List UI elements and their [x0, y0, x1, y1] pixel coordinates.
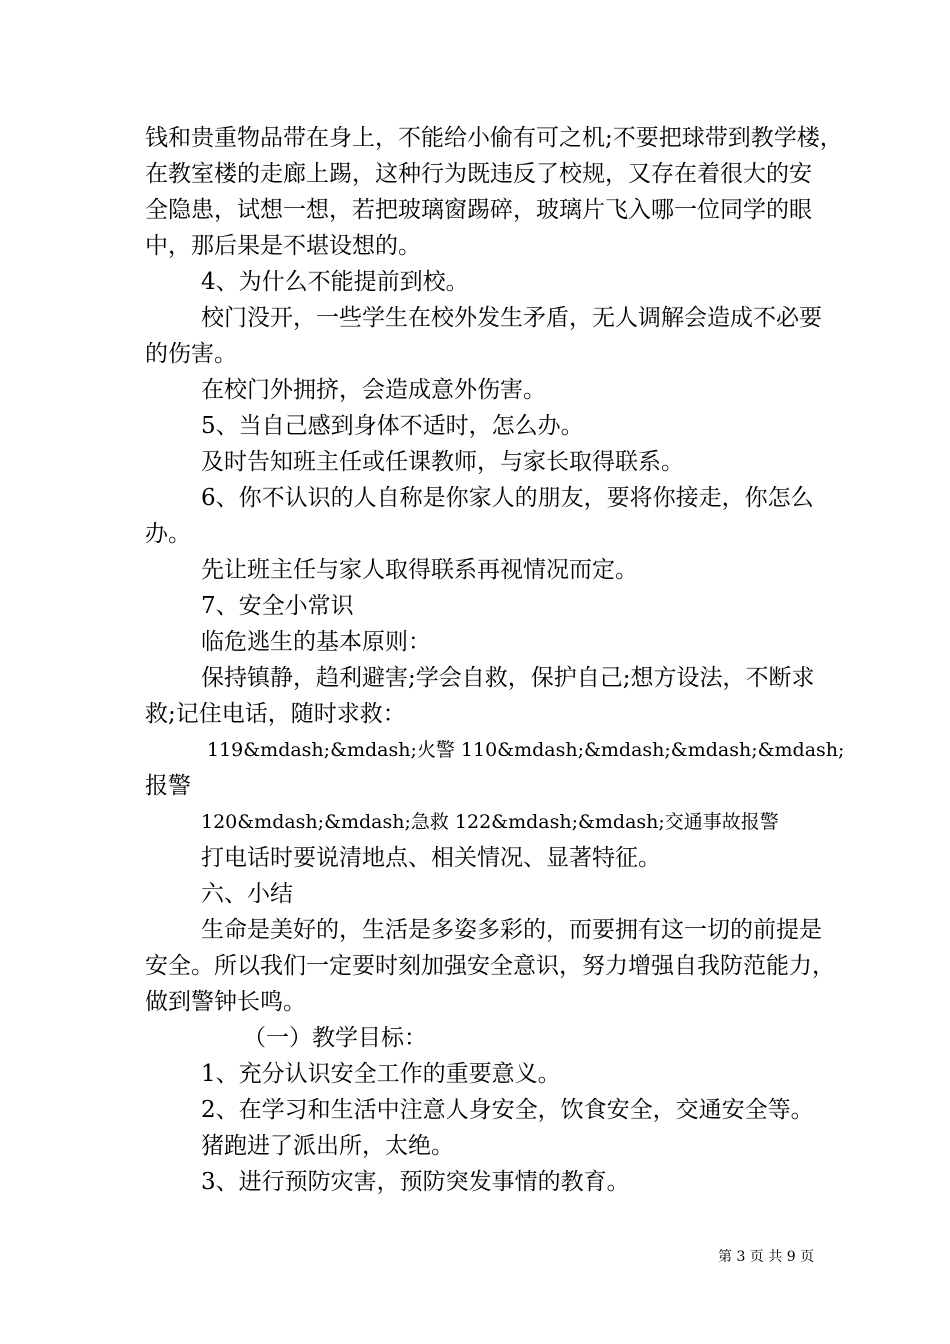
page-number-footer: 第 3 页 共 9 页	[718, 1249, 815, 1265]
document-body	[145, 120, 845, 1200]
subsection-heading: （一）教学目标：	[243, 1025, 427, 1051]
text-line: 在校门外拥挤，会造成意外伤害。	[201, 377, 546, 403]
text-line: 保持镇静，趋利避害;学会自救，保护自己;想方设法，不断求	[201, 665, 815, 691]
list-item: 3、进行预防灾害，预防突发事情的教育。	[201, 1169, 630, 1195]
text-line: 的伤害。	[145, 341, 237, 367]
text-line: 在教室楼的走廊上踢，这种行为既违反了校规，又存在着很大的安	[145, 161, 812, 187]
text-line: 生命是美好的，生活是多姿多彩的，而要拥有这一切的前提是	[201, 917, 822, 943]
text-line: 中，那后果是不堪设想的。	[145, 233, 421, 259]
question-heading: 6、你不认识的人自称是你家人的朋友，要将你接走，你怎么	[201, 485, 814, 511]
text-line: 猪跑进了派出所，太绝。	[201, 1133, 454, 1159]
text-line: 办。	[145, 521, 191, 547]
text-line: 及时告知班主任或任课教师，与家长取得联系。	[201, 449, 684, 475]
list-item: 1、充分认识安全工作的重要意义。	[201, 1061, 561, 1087]
text-line: 校门没开，一些学生在校外发生矛盾，无人调解会造成不必要	[201, 305, 822, 331]
text-line: 全隐患，试想一想，若把玻璃窗踢碎，玻璃片飞入哪一位同学的眼	[145, 197, 812, 223]
list-item: 2、在学习和生活中注意人身安全，饮食安全，交通安全等。	[201, 1097, 814, 1123]
phone-number-line: 120&mdash;&mdash;急救 122&mdash;&mdash;交通事故报警	[201, 811, 779, 833]
section-heading: 六、小结	[201, 881, 293, 907]
text-line: 做到警钟长鸣。	[145, 989, 306, 1015]
text-line: 救;记住电话，随时求救：	[145, 701, 406, 727]
text-line: 临危逃生的基本原则：	[201, 629, 431, 655]
phone-number-line: 119&mdash;&mdash;火警 110&mdash;&mdash;&mdash;&mdash;	[207, 739, 845, 761]
text-line: 报警	[145, 773, 191, 799]
question-heading: 7、安全小常识	[201, 593, 354, 619]
question-heading: 5、当自己感到身体不适时，怎么办。	[201, 413, 584, 439]
text-line: 钱和贵重物品带在身上，不能给小偷有可之机;不要把球带到教学楼，	[145, 125, 843, 151]
text-line: 先让班主任与家人取得联系再视情况而定。	[201, 557, 638, 583]
question-heading: 4、为什么不能提前到校。	[201, 269, 469, 295]
text-line: 打电话时要说清地点、相关情况、显著特征。	[201, 845, 661, 871]
text-line: 安全。所以我们一定要时刻加强安全意识，努力增强自我防范能力，	[145, 953, 835, 979]
